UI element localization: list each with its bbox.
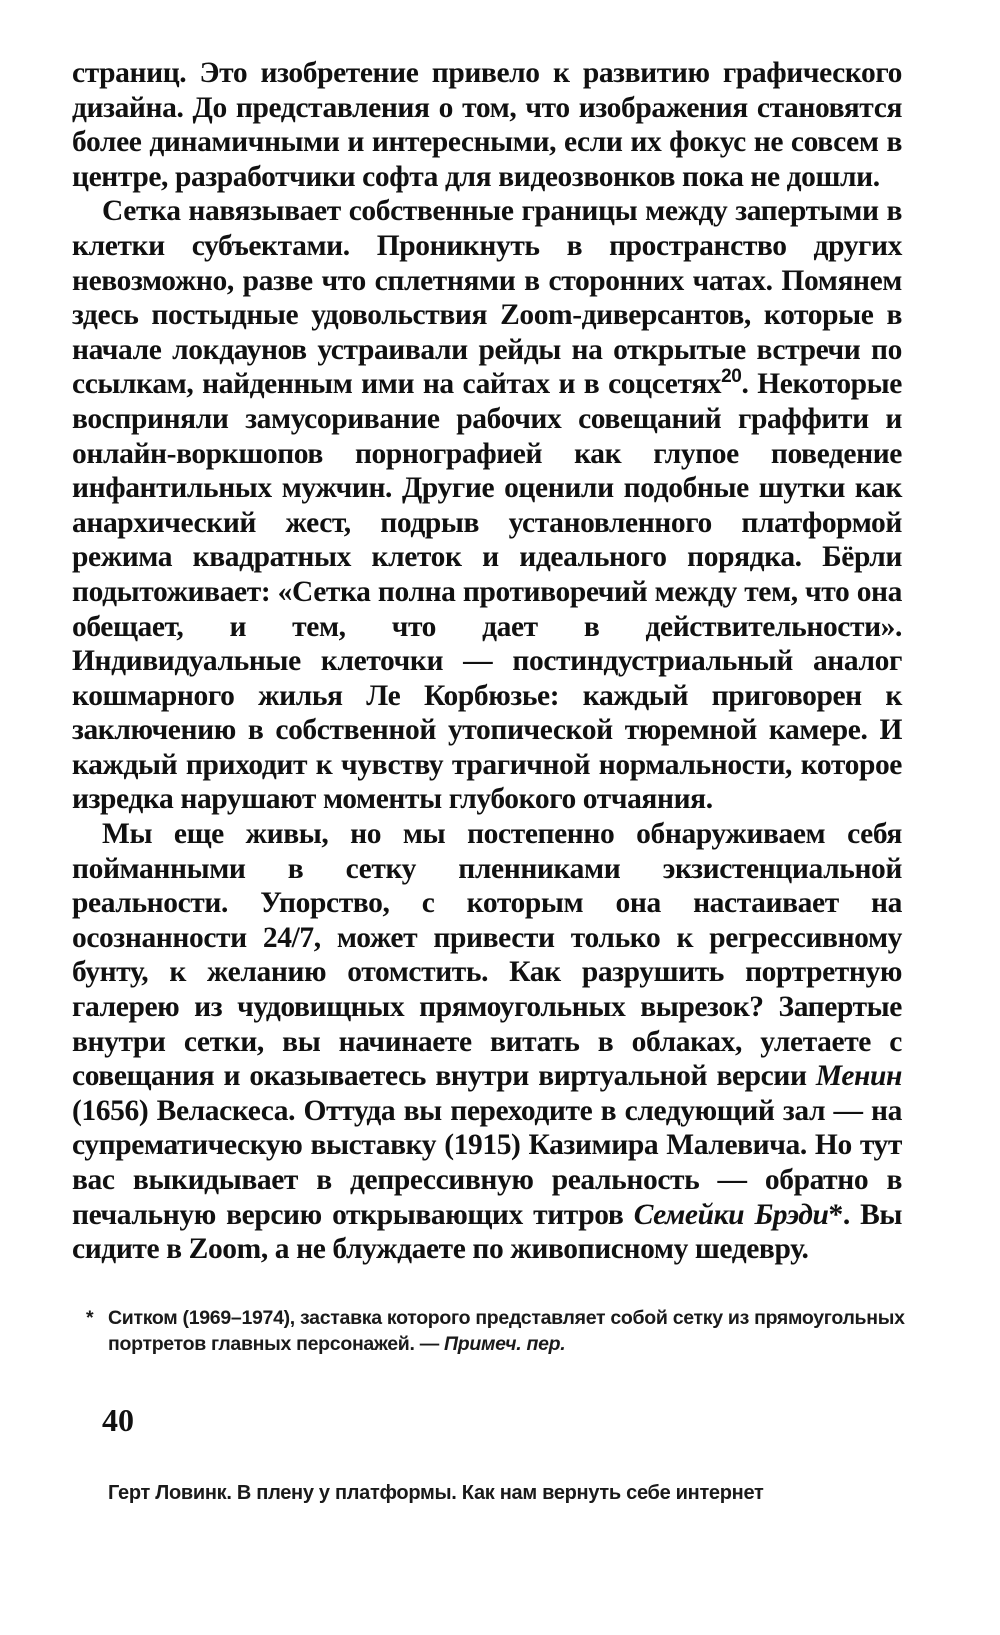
paragraph-3-text-2: (1656) Веласкеса. Оттуда вы переходите в следующий зал — на супрематическую выставку (1915) Казимира Малевича. Но тут вас выкидывает в депрессивную реальность — обратно в печальную версию открывающих титров bbox=[72, 1094, 902, 1231]
footnote-mark: * bbox=[86, 1307, 94, 1329]
running-footer-author: Герт Ловинк. bbox=[108, 1482, 232, 1504]
paragraph-2-text-before: Сетка навязывает собственные границы между запертыми в клетки субъектами. Проникнуть в пространство других невозможно, разве что сплетнями в сторонних чатах. Помянем здесь постыдные удовольствия Zoom-диверсантов, которые в начале локдаунов устраивали рейды на открытые встречи по ссылкам, найденным ими на сайтах и в соцсетях bbox=[72, 195, 902, 401]
footnote bbox=[86, 1305, 908, 1357]
footnote-text: Ситком (1969–1974), заставка которого представляет собой сетку из прямоугольных портретов главных персонажей. — bbox=[108, 1307, 905, 1355]
italic-title-brady-bunch: Семейки Брэди bbox=[633, 1198, 829, 1231]
italic-title-menin: Менин bbox=[815, 1060, 902, 1093]
paragraph-1 bbox=[72, 56, 902, 194]
page-number: 40 bbox=[102, 1402, 134, 1438]
paragraph-1-text: страниц. Это изобретение привело к развитию графического дизайна. До представления о том, что изображения становятся более динамичными и интересными, если их фокус не совсем в центре, разработчики софта для видеозвонков пока не дошли. bbox=[72, 57, 902, 193]
endnote-reference-20[interactable]: 20 bbox=[721, 366, 742, 388]
paragraph-3 bbox=[72, 817, 902, 1267]
paragraph-2-text-after: . Некоторые восприняли замусоривание рабочих совещаний граффити и онлайн-воркшопов порнографией как глупое поведение инфантильных мужчин. Другие оценили подобные шутки как анархический жест, подрыв установленного платформой режима квадратных клеток и идеального порядка. Бёрли подытоживает: «Сетка полна противоречий между тем, что она обещает, и тем, что дает в действительности». Индивидуальные клеточки — постиндустриальный аналог кошмарного жилья Ле Корбюзье: каждый приговорен к заключению в собственной утопической тюремной камере. И каждый приходит к чувству трагичной нормальности, которое изредка нарушают моменты глубокого отчаяния. bbox=[72, 368, 903, 816]
footnote-translator-note: Примеч. пер. bbox=[444, 1333, 566, 1355]
running-footer bbox=[108, 1482, 764, 1505]
paragraph-3-text-3: . Вы сидите в Zoom, а не блуждаете по живописному шедевру. bbox=[72, 1198, 902, 1266]
body-text bbox=[72, 56, 902, 1267]
footnote-reference-mark[interactable]: * bbox=[828, 1198, 843, 1231]
paragraph-3-text-1: Мы еще живы, но мы постепенно обнаруживаем себя пойманными в сетку пленниками экзистенциальной реальности. Упорство, с которым она настаивает на осознанности 24/7, может привести только к регрессивному бунту, к желанию отомстить. Как разрушить портретную галерею из чудовищных прямоугольных вырезок? Запертые внутри сетки, вы начинаете витать в облаках, улетаете с совещания и оказываетесь внутри виртуальной версии bbox=[72, 818, 902, 1093]
running-footer-title: В плену у платформы. Как нам вернуть себе интернет bbox=[236, 1482, 764, 1504]
paragraph-2 bbox=[72, 194, 902, 817]
